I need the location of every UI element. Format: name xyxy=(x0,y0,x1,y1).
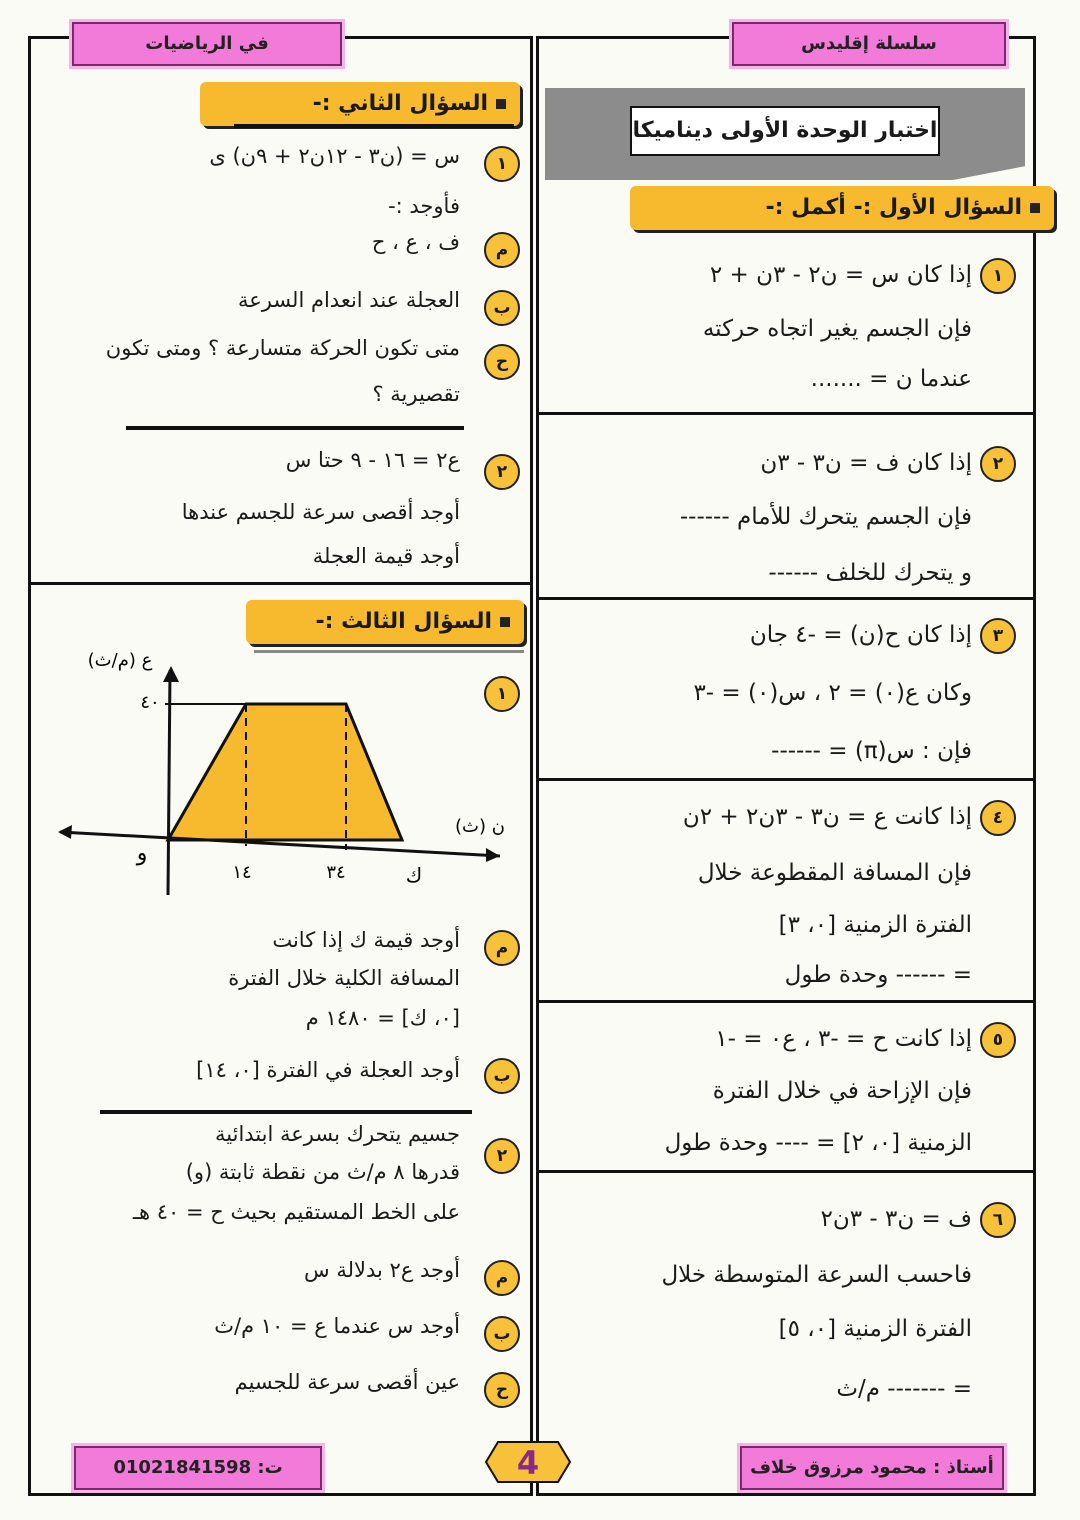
item-number-badge: ١ xyxy=(484,676,520,712)
teacher-tag: أستاذ : محمود مرزوق خلاف xyxy=(740,1446,1004,1490)
item-text-line: أوجد قيمة ك إذا كانت xyxy=(272,928,460,952)
y-axis-label: ع (م/ث) xyxy=(87,650,153,671)
item-number-badge: م xyxy=(484,930,520,966)
item-number-badge: م xyxy=(484,1260,520,1296)
graph-trapezoid xyxy=(168,704,402,840)
item-text-line: إذا كان س = ن٢ - ٣ن + ٢ xyxy=(709,262,972,288)
item-number-badge: ٣ xyxy=(980,618,1016,654)
x-axis-arrow xyxy=(486,848,500,862)
bullet-square-icon xyxy=(496,99,506,109)
heading-underline xyxy=(234,124,514,128)
item-text-line: إذا كانت ح = -٣ ، ع٠ = -١ xyxy=(715,1026,972,1052)
item-text-line: على الخط المستقيم بحيث ح = ٤٠ هـ xyxy=(132,1200,460,1224)
item-text-line: و يتحرك للخلف ------ xyxy=(768,560,972,586)
x-tick-k: ك xyxy=(405,863,423,887)
item-text-line: أوجد س عندما ع = ١٠ م/ث xyxy=(214,1314,460,1338)
item-number-badge: ١ xyxy=(484,146,520,182)
item-number-badge: ٥ xyxy=(980,1022,1016,1058)
left-separator xyxy=(31,582,530,585)
item-number-badge: ١ xyxy=(980,258,1016,294)
y-axis-arrow xyxy=(163,666,179,682)
question-2-heading: السؤال الثاني :- xyxy=(200,82,520,126)
item-text-line: فأوجد :- xyxy=(388,194,460,218)
item-text-line: أوجد أقصى سرعة للجسم عندها xyxy=(181,500,460,524)
item-text-line: متى تكون الحركة متسارعة ؟ ومتى تكون xyxy=(105,336,460,360)
item-text-line: ف ، ع ، ح xyxy=(371,230,460,254)
item-number-badge: م xyxy=(484,232,520,268)
page-number-badge xyxy=(484,1438,572,1486)
item-text-line: إذا كان ف = ن٣ - ٣ن xyxy=(760,450,972,476)
item-text-line: قدرها ٨ م/ث من نقطة ثابتة (و) xyxy=(185,1160,460,1184)
item-text-line: المسافة الكلية خلال الفترة xyxy=(228,966,460,990)
item-text-line: فاحسب السرعة المتوسطة خلال xyxy=(661,1262,972,1288)
x-tick-14: ١٤ xyxy=(232,862,252,883)
x-axis-arrow-left xyxy=(58,825,72,839)
item-text-line: جسيم يتحرك بسرعة ابتدائية xyxy=(215,1122,460,1146)
item-text-line: فإن الإزاحة في خلال الفترة xyxy=(712,1078,972,1104)
page-number: 4 xyxy=(516,1444,540,1482)
item-text-line: [٠، ك] = ١٤٨٠ م xyxy=(305,1006,460,1030)
item-number-badge: ٤ xyxy=(980,800,1016,836)
item-text-line: فإن المسافة المقطوعة خلال xyxy=(697,860,972,886)
item-number-badge: ب xyxy=(484,1058,520,1094)
item-text-line: = ------ وحدة طول xyxy=(784,962,972,988)
item-text-line: العجلة عند انعدام السرعة xyxy=(237,288,460,312)
item-text-line: الفترة الزمنية [٠، ٣] xyxy=(778,912,972,938)
item-text-line: عين أقصى سرعة للجسيم xyxy=(234,1370,460,1394)
page-title: اختبار الوحدة الأولى ديناميكا xyxy=(630,106,940,156)
item-text-line: عندما ن = ....... xyxy=(810,366,972,392)
x-tick-34: ٣٤ xyxy=(326,862,346,883)
item-number-badge: ح xyxy=(484,1372,520,1408)
bullet-square-icon xyxy=(1030,203,1040,213)
item-text-line: أوجد قيمة العجلة xyxy=(312,544,460,568)
item-text-line: أوجد ع٢ بدلالة س xyxy=(304,1258,460,1282)
item-text-line: إذا كانت ع = ن٣ - ٣ن٢ + ٢ن xyxy=(682,804,972,830)
item-text-line: ع٢ = ١٦ - ٩ حتا س xyxy=(285,448,460,472)
origin-label: و xyxy=(136,841,148,866)
column-divider xyxy=(530,36,539,1496)
phone-tag: ت: 01021841598 xyxy=(74,1446,322,1490)
question-1-heading: السؤال الأول :- أكمل :- xyxy=(630,186,1054,230)
left-rule xyxy=(100,1110,472,1114)
item-text-line: ف = ن٣ - ٣ن٢ xyxy=(820,1206,972,1232)
subject-tag: في الرياضيات xyxy=(72,22,342,66)
item-text-line: إذا كان ح(ن) = -٤ جان xyxy=(749,622,972,648)
right-separator xyxy=(539,1170,1036,1173)
right-separator xyxy=(539,597,1036,600)
item-number-badge: ح xyxy=(484,344,520,380)
item-text-line: وكان ع(٠) = ٢ ، س(٠) = -٣ xyxy=(693,680,972,706)
item-number-badge: ٢ xyxy=(980,446,1016,482)
left-rule xyxy=(126,426,464,430)
question-3-heading: السؤال الثالث :- xyxy=(246,600,524,644)
item-text-line: فإن الجسم يغير اتجاه حركته xyxy=(702,316,972,342)
item-text-line: أوجد العجلة في الفترة [٠، ١٤] xyxy=(196,1058,460,1082)
item-text-line: س = (ن٣ - ١٢ن٢ + ٩ن) ى xyxy=(209,144,460,168)
item-text-line: الفترة الزمنية [٠، ٥] xyxy=(778,1316,972,1342)
item-text-line: الزمنية [٠، ٢] = ---- وحدة طول xyxy=(664,1130,972,1156)
item-number-badge: ب xyxy=(484,1316,520,1352)
item-number-badge: ب xyxy=(484,290,520,326)
item-number-badge: ٦ xyxy=(980,1202,1016,1238)
y-tick-40: ٤٠ xyxy=(140,692,160,713)
right-separator xyxy=(539,778,1036,781)
item-text-line: فإن الجسم يتحرك للأمام ------ xyxy=(679,504,972,530)
item-number-badge: ٢ xyxy=(484,1138,520,1174)
item-text-line: فإن : س(π) = ------ xyxy=(771,738,972,764)
right-separator xyxy=(539,1000,1036,1003)
velocity-time-graph xyxy=(50,610,520,900)
item-number-badge: ٢ xyxy=(484,454,520,490)
item-text-line: تقصيرية ؟ xyxy=(372,382,460,406)
right-separator xyxy=(539,412,1036,415)
series-tag: سلسلة إقليدس xyxy=(732,22,1006,66)
x-axis-label: ن (ث) xyxy=(455,816,505,837)
item-text-line: = ------- م/ث xyxy=(836,1376,972,1402)
